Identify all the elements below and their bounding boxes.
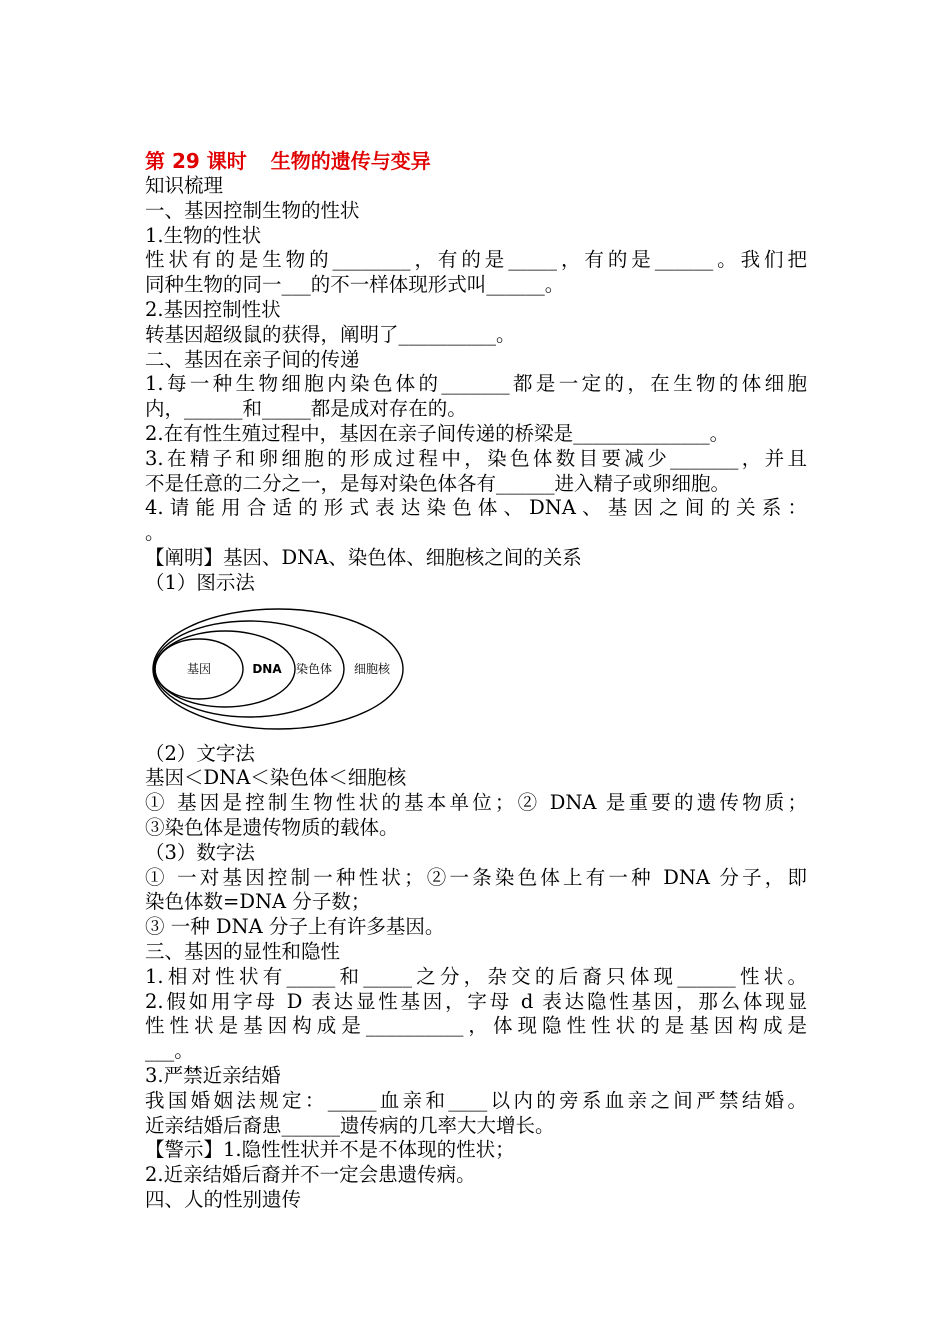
diagram-label-chromosome: 染色体 bbox=[295, 661, 333, 676]
text-line: ③ 一种 DNA 分子上有许多基因。 bbox=[145, 915, 445, 939]
text-line: 基因＜DNA＜染色体＜细胞核 bbox=[145, 766, 407, 790]
text-line: 【阐明】基因、DNA、染色体、细胞核之间的关系 bbox=[145, 545, 582, 569]
text-line: 2.假如用字母 D 表达显性基因，字母 d 表达隐性基因，那么体现显 bbox=[145, 989, 807, 1013]
subheading: 3.严禁近亲结婚 bbox=[145, 1063, 281, 1087]
document-content bbox=[145, 148, 807, 1213]
text-line: 转基因超级鼠的获得，阐明了__________。 bbox=[145, 322, 516, 346]
text-line: 染色体数=DNA 分子数； bbox=[145, 890, 371, 914]
lesson-topic: 生物的遗传与变异 bbox=[270, 149, 431, 173]
text-line: 同种生物的同一___的不一样体现形式叫______。 bbox=[145, 273, 565, 297]
text-line: 近亲结婚后裔患______遗传病的几率大大增长。 bbox=[145, 1113, 555, 1137]
text-line: 不是任意的二分之一，是每对染色体各有______进入精子或卵细胞。 bbox=[145, 471, 731, 495]
diagram-label-dna: DNA bbox=[252, 661, 282, 676]
nested-ellipse-diagram bbox=[151, 606, 411, 736]
text-line: 1.相对性状有_____和_____之分，杂交的后裔只体现______性状。 bbox=[145, 964, 807, 988]
text-line: 2.在有性生殖过程中，基因在亲子间传递的桥梁是______________。 bbox=[145, 421, 730, 445]
text-line: 性性状是基因构成是__________，体现隐性性状的是基因构成是 bbox=[145, 1014, 807, 1038]
section-heading: 四、人的性别遗传 bbox=[145, 1187, 302, 1211]
text-line: （3）数字法 bbox=[145, 840, 255, 864]
diagram-label-nucleus: 细胞核 bbox=[353, 661, 391, 676]
text-line: 内，______和_____都是成对存在的。 bbox=[145, 397, 467, 421]
lesson-number: 第 29 课时 bbox=[145, 149, 247, 173]
text-line: ③染色体是遗传物质的载体。 bbox=[145, 815, 399, 839]
text-line: 1.每一种生物细胞内染色体的_______都是一定的，在生物的体细胞 bbox=[145, 372, 807, 396]
text-line: 我国婚姻法规定：_____血亲和____以内的旁系血亲之间严禁结婚。 bbox=[145, 1088, 807, 1112]
text-line: 性状有的是生物的________，有的是_____，有的是______。我们把 bbox=[145, 248, 807, 272]
text-line: 【警示】1.隐性性状并不是不体现的性状； bbox=[145, 1138, 515, 1162]
subheading: 1.生物的性状 bbox=[145, 223, 262, 247]
text-line: ① 一对基因控制一种性状；②一条染色体上有一种 DNA 分子，即 bbox=[145, 865, 807, 889]
subheading: 2.基因控制性状 bbox=[145, 297, 281, 321]
text-line: （1）图示法 bbox=[145, 570, 255, 594]
text-line: 。 bbox=[145, 521, 165, 545]
section-heading: 二、基因在亲子间的传递 bbox=[145, 347, 360, 371]
section-heading: 一、基因控制生物的性状 bbox=[145, 198, 360, 222]
text-line: 2.近亲结婚后裔并不一定会患遗传病。 bbox=[145, 1163, 476, 1187]
section-heading: 三、基因的显性和隐性 bbox=[145, 939, 341, 963]
text-line: ① 基因是控制生物性状的基本单位；② DNA 是重要的遗传物质； bbox=[145, 791, 807, 815]
text-line: （2）文字法 bbox=[145, 741, 255, 765]
lesson-title bbox=[145, 148, 807, 174]
text-line: ___。 bbox=[145, 1039, 194, 1063]
section-heading: 知识梳理 bbox=[145, 174, 224, 197]
text-line: 3.在精子和卵细胞的形成过程中，染色体数目要减少_______，并且 bbox=[145, 446, 807, 470]
diagram-label-gene: 基因 bbox=[186, 661, 212, 676]
text-line: 4.请能用合适的形式表达染色体、DNA、基因之间的关系： bbox=[145, 496, 807, 520]
